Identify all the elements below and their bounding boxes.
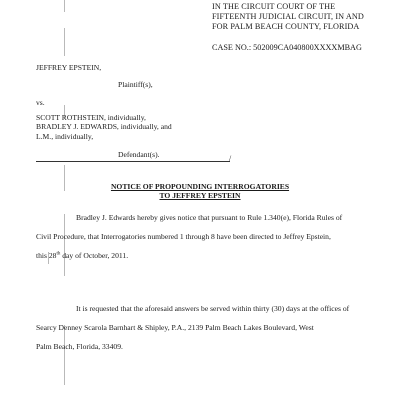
request-paragraph: [36, 299, 386, 356]
defendant-role: Defendant(s).: [118, 150, 160, 159]
plaintiff-role: Plaintiff(s),: [118, 80, 153, 89]
paragraph-line-date: [36, 246, 386, 265]
notice-paragraph: [36, 208, 386, 265]
court-caption: [212, 2, 398, 32]
caption-slash: /: [229, 154, 232, 163]
paragraph-line: It is requested that the aforesaid answers be served within thirty (30) days at the offices of: [76, 304, 350, 313]
document-title: [0, 183, 400, 200]
court-line-1: IN THE CIRCUIT COURT OF THE: [212, 2, 336, 11]
defendant-line: BRADLEY J. EDWARDS, individually, and: [36, 122, 172, 132]
defendant-line: L.M., individually,: [36, 131, 94, 141]
paragraph-line: Bradley J. Edwards hereby gives notice that pursuant to Rule 1.340(e), Florida Rules of: [76, 213, 343, 222]
paragraph-line: Searcy Denney Scarola Barnhart & Shipley, P.A., 2139 Palm Beach Lakes Boulevard, West: [36, 323, 314, 332]
date-text-start: this 28: [36, 251, 57, 260]
margin-mark: [64, 28, 65, 56]
paragraph-line: Civil Procedure, that Interrogatories numbered 1 through 8 have been directed to Jeffrey Epstein,: [36, 232, 331, 241]
case-number: CASE NO.: 502009CA040800XXXXMBAG: [212, 43, 362, 52]
plaintiff-name: JEFFREY EPSTEIN,: [36, 63, 102, 72]
title-line-2: TO JEFFREY EPSTEIN: [159, 190, 241, 200]
margin-mark: [64, 0, 65, 12]
court-line-2: FIFTEENTH JUDICIAL CIRCUIT, IN AND: [212, 12, 364, 21]
court-line-3: FOR PALM BEACH COUNTY, FLORIDA: [212, 22, 360, 31]
date-text-end: day of October, 2011.: [60, 251, 129, 260]
title-line-1: NOTICE OF PROPOUNDING INTERROGATORIES: [110, 182, 290, 191]
defendants-list: [36, 113, 172, 141]
caption-rule: [36, 161, 230, 162]
paragraph-line: Palm Beach, Florida, 33409.: [36, 342, 123, 351]
date-ordinal: th: [56, 251, 61, 257]
versus-label: vs.: [36, 98, 45, 107]
defendant-line: SCOTT ROTHSTEIN, individually,: [36, 113, 146, 122]
